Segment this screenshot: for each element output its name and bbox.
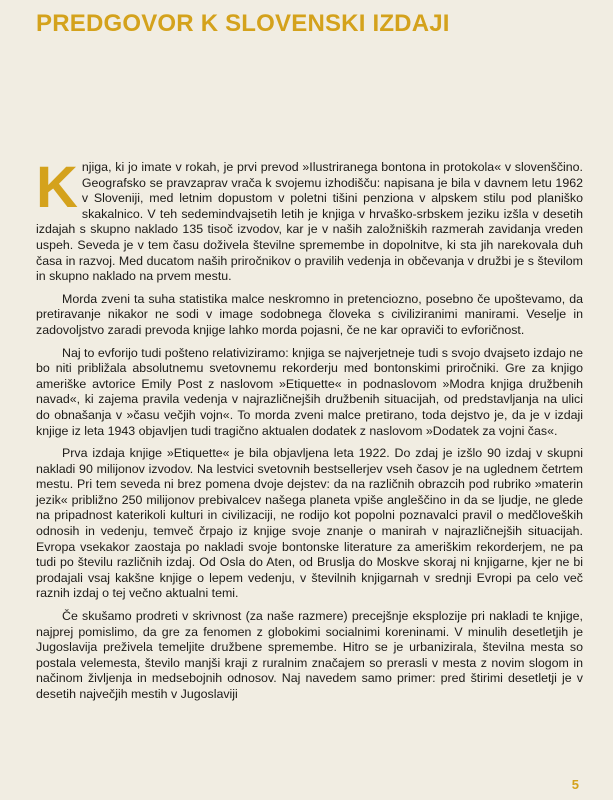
drop-cap: K	[36, 155, 78, 220]
page-title: PREDGOVOR K SLOVENSKI IZDAJI	[36, 10, 450, 37]
paragraph-3: Naj to evforijo tudi pošteno relativiziramo: knjiga se najverjetneje tudi s svojo dvajseto izdajo ne bo niti približala absolutnemu svetovnemu rekorderju med bontonskimi priročniki. Gre za knjigo ameriške avtorice Emily Post z naslovom »Etiquette« in podnaslovom »Modra knjiga družbenih navad«, ki zajema pravila vedenja v najrazličnejših družbenih situacijah, od predstavljanja na ulici do obnašanja v »času večjih vojn«. To morda zveni malce pretirano, toda dejstvo je, da je v izdaji knjige iz leta 1943 objavljen tudi tragično aktualen dodatek z naslovom »Dodatek za vojni čas«.	[36, 345, 583, 438]
paragraph-1	[36, 155, 583, 285]
body-text	[36, 155, 583, 710]
paragraph-2: Morda zveni ta suha statistika malce neskromno in pretenciozno, posebno če upoštevamo, da pretiravanje nikakor ne sodi v image sodobnega človeka s civiliziranimi manirami. Veselje in zadovoljstvo zaradi prevoda knjige lahko morda pojasni, če ne kar opraviči to evforičnost.	[36, 291, 583, 337]
paragraph-5: Če skušamo prodreti v skrivnost (za naše razmere) precejšnje eksplozije pri nakladi te knjige, najprej pomislimo, da gre za fenomen z globokimi socialnimi koreninami. V minulih desetletjih je Jugoslavija preživela temeljite družbene spremembe. Hitro se je urbanizirala, številna mesta so postala velemesta, število manjši kraji z ruralnim značajem so prerasli v mesta z novim slogom in načinom življenja in medsebojnih odnosov. Naj navedem samo primer: pred štirimi desetletji je v desetih največjih mestih v Jugoslaviji	[36, 609, 583, 701]
page-number: 5	[571, 777, 579, 792]
paragraph-4: Prva izdaja knjige »Etiquette« je bila objavljena leta 1922. Do zdaj je izšlo 90 izdaj v skupni nakladi 90 milijonov izvodov. Na lestvici svetovnih bestsellerjev vseh časov je na uglednem četrtem mestu. Pri tem seveda ni brez pomena dvoje dejstev: da na različnih obrazcih pod rubriko »materin jezik« približno 250 milijonov prebivalcev našega planeta vpiše angleščino in da se ljudje, ne glede na pripadnost katerikoli kulturi in civilizaciji, ne rodijo kot popolni poznavalci pravil o medčloveških odnosih in vedenju, temveč črpajo iz knjige svoje znanje o manirah v najrazličnejših situacijah. Evropa vsekakor zaostaja po nakladi svoje bontonske literature za ameriškim rekorderjem, ne pa tudi po številu različnih izdaj. Od Osla do Aten, od Bruslja do Moskve skoraj ni knjigarne, kjer ne bi prodajali vsaj kakšne knjige o lepem vedenju, v številnih knjigarnah v srednji Evropi pa celo več raznih izdaj o tej večno aktualni temi.	[36, 446, 583, 601]
paragraph-1-text: njiga, ki jo imate v rokah, je prvi prevod »Ilustriranega bontona in protokola« v slovenščino. Geografsko se pravzaprav vrača k svojemu izhodišču: napisana je bila v davnem letu 1962 v Sloveniji, med letnim dopustom v poletni tišini penziona v alpskem stilu pod planiško skakalnico. V teh sedemindvajsetih letih je knjiga v hrvaško-srbskem jeziku izšla v desetih izdajah s skupno naklado 135 tisoč izvodov, kar je v naših založniških razmerah zavidanja vreden uspeh. Seveda je v tem času doživela številne spremembe in dopolnitve, ki sta jih narekovala duh časa in razvoj. Med ducatom naših priročnikov o pravilih vedenja in občevanja v družbi je s številom in skupno naklado na prvem mestu.	[36, 160, 583, 284]
